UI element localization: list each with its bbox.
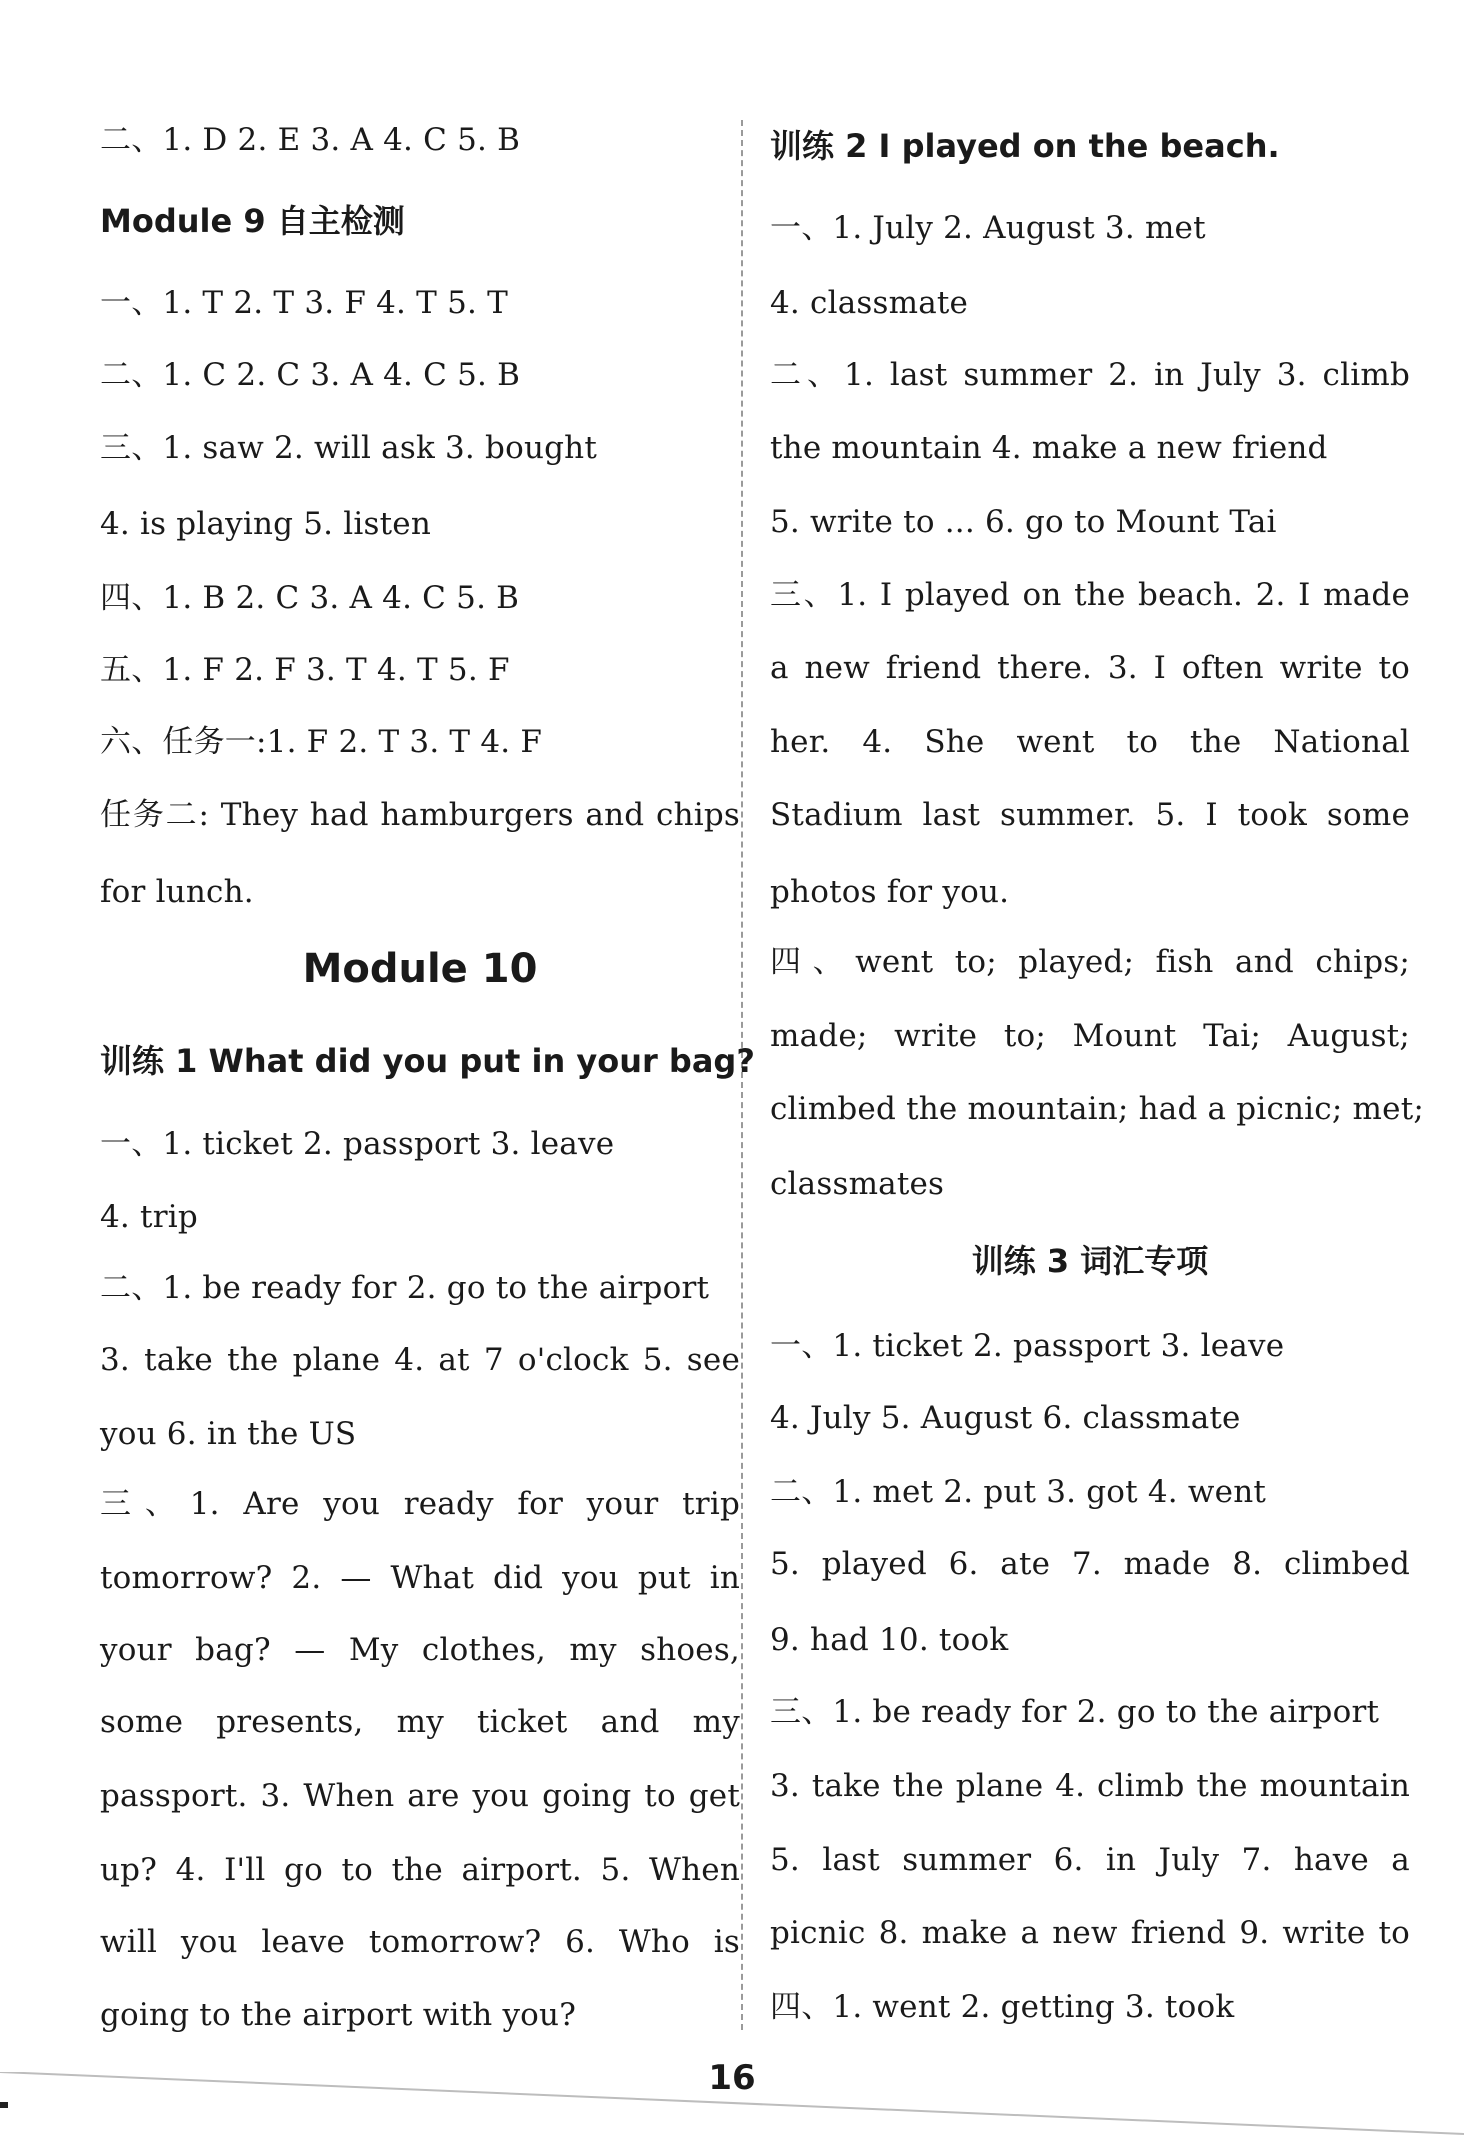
page-number: 16 xyxy=(708,2058,756,2098)
page-edge-shadow xyxy=(0,2072,1464,2152)
section-heading: Module 9 自主检测 xyxy=(100,202,405,240)
answer-line: for lunch. xyxy=(100,874,254,910)
answer-line: 3. take the plane 4. climb the mountain xyxy=(770,1768,1410,1804)
answer-line: 5. last summer 6. in July 7. have a xyxy=(770,1842,1410,1878)
answer-line: 二、1. C 2. C 3. A 4. C 5. B xyxy=(100,357,521,393)
answer-line: 四、went to; played; fish and chips; xyxy=(770,944,1410,980)
answer-line: 二、1. be ready for 2. go to the airport xyxy=(100,1270,710,1306)
answer-line: up? 4. I'll go to the airport. 5. When xyxy=(100,1852,740,1888)
answer-line: 一、1. ticket 2. passport 3. leave xyxy=(770,1328,1285,1364)
answer-line: 二、1. D 2. E 3. A 4. C 5. B xyxy=(100,122,521,158)
answer-line: a new friend there. 3. I often write to xyxy=(770,650,1410,686)
answer-line: 一、1. T 2. T 3. F 4. T 5. T xyxy=(100,285,508,321)
answer-line: 一、1. July 2. August 3. met xyxy=(770,210,1206,246)
answer-line: photos for you. xyxy=(770,874,1010,910)
answer-line: 5. write to ... 6. go to Mount Tai xyxy=(770,504,1277,540)
answer-line: 二、1. met 2. put 3. got 4. went xyxy=(770,1474,1267,1510)
answer-line: picnic 8. make a new friend 9. write to xyxy=(770,1915,1410,1951)
answer-line: 4. is playing 5. listen xyxy=(100,506,431,542)
answer-line: 9. had 10. took xyxy=(770,1622,1009,1658)
answer-line: 六、任务一:1. F 2. T 3. T 4. F xyxy=(100,724,543,760)
answer-line: 三、1. saw 2. will ask 3. bought xyxy=(100,430,597,466)
answer-line: your bag? — My clothes, my shoes, xyxy=(100,1632,740,1668)
module-title: Module 10 xyxy=(302,946,538,992)
answer-line: the mountain 4. make a new friend xyxy=(770,430,1328,466)
answer-line: you 6. in the US xyxy=(100,1416,357,1452)
answer-line: 三、1. be ready for 2. go to the airport xyxy=(770,1694,1380,1730)
answer-line: 5. played 6. ate 7. made 8. climbed xyxy=(770,1546,1410,1582)
answer-line: classmates xyxy=(770,1166,945,1202)
answer-line: climbed the mountain; had a picnic; met; xyxy=(770,1091,1424,1127)
section-heading: 训练 2 I played on the beach. xyxy=(770,127,1280,165)
answer-line: 一、1. ticket 2. passport 3. leave xyxy=(100,1126,615,1162)
answer-line: 3. take the plane 4. at 7 o'clock 5. see xyxy=(100,1342,740,1378)
answer-line: made; write to; Mount Tai; August; xyxy=(770,1018,1410,1054)
answer-line: 三、1. I played on the beach. 2. I made xyxy=(770,577,1410,613)
answer-line: will you leave tomorrow? 6. Who is xyxy=(100,1924,740,1960)
answer-line: going to the airport with you? xyxy=(100,1997,577,2033)
answer-line: 四、1. B 2. C 3. A 4. C 5. B xyxy=(100,580,520,616)
answer-line: passport. 3. When are you going to get xyxy=(100,1778,740,1814)
answer-line: 4. July 5. August 6. classmate xyxy=(770,1400,1241,1436)
answer-line: 四、1. went 2. getting 3. took xyxy=(770,1989,1235,2025)
answer-line: 二、1. last summer 2. in July 3. climb xyxy=(770,357,1410,393)
answer-line: some presents, my ticket and my xyxy=(100,1704,740,1740)
answer-line: her. 4. She went to the National xyxy=(770,724,1410,760)
answer-line: 任务二: They had hamburgers and chips xyxy=(100,797,740,833)
answer-line: 4. classmate xyxy=(770,285,969,321)
answer-line: Stadium last summer. 5. I took some xyxy=(770,797,1410,833)
section-heading: 训练 1 What did you put in your bag? xyxy=(100,1042,755,1080)
answer-line: 4. trip xyxy=(100,1199,198,1235)
answer-line: tomorrow? 2. — What did you put in xyxy=(100,1560,740,1596)
answer-line: 三、1. Are you ready for your trip xyxy=(100,1486,740,1522)
section-heading: 训练 3 词汇专项 xyxy=(971,1242,1209,1280)
answer-line: 五、1. F 2. F 3. T 4. T 5. F xyxy=(100,652,510,688)
